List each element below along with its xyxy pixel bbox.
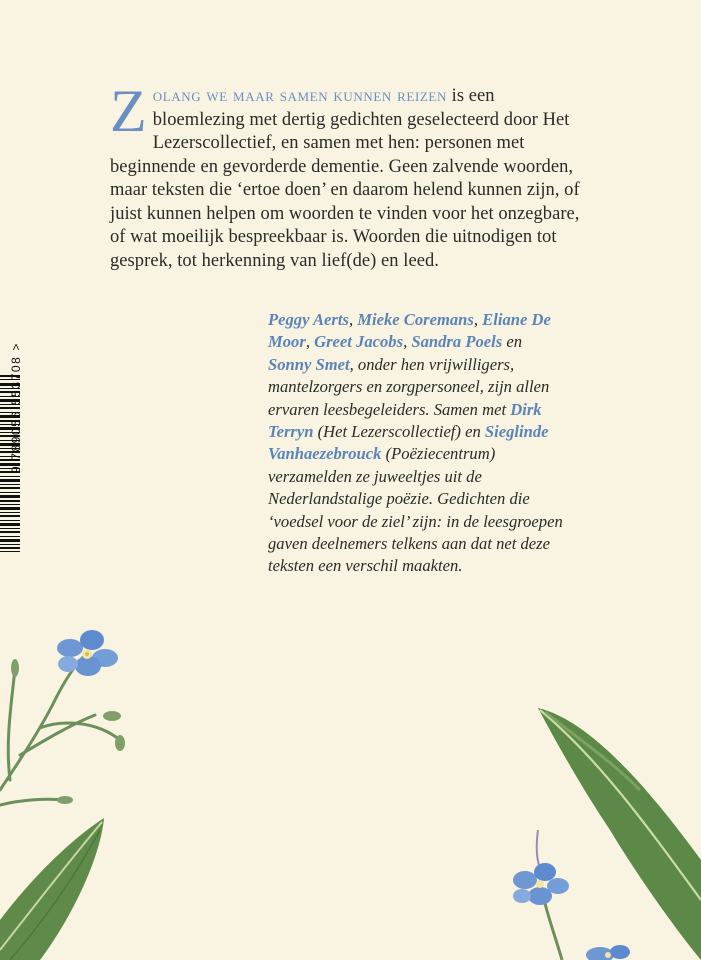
- intro-paragraph: [110, 78, 580, 273]
- isbn-barcode: [0, 342, 32, 555]
- separator: ,: [305, 332, 315, 352]
- left-stems: [0, 655, 120, 805]
- contributor-name: Mieke Coremans: [357, 310, 474, 329]
- separator: ,: [403, 332, 412, 352]
- flower-right: [513, 830, 630, 960]
- contributors-text: (Het Lezerscollectief) en: [313, 422, 485, 442]
- contributor-name: Sandra Poels: [411, 332, 503, 352]
- leaf-right: [538, 708, 701, 960]
- editor-name: Dirk Terryn: [268, 399, 542, 442]
- drop-cap: Z: [110, 78, 147, 144]
- separator: en: [502, 332, 522, 352]
- contributor-name: Greet Jacobs: [314, 332, 404, 352]
- leaf-bottom-left: [0, 818, 104, 960]
- contributor-name: Eliane De Moor: [268, 310, 551, 352]
- book-title: olang we maar samen kunnen reizen: [152, 86, 447, 106]
- separator: ,: [473, 310, 483, 329]
- contributors-text: (Poëziecentrum) verzamelden ze juweeltjes uit de Nederlandstalige poëzie. Gedichten die ‘voedsel voor de ziel’ zijn: in de leesgroepen gaven deelnemers telkens aan dat net deze teksten een verschil maakten.: [268, 444, 563, 576]
- contributor-name: Peggy Aerts: [268, 310, 349, 329]
- contributor-name: Sonny Smet: [268, 354, 350, 374]
- contributors-text: , onder hen vrijwilligers, mantelzorgers en zorgpersoneel, zijn allen ervaren leesbegeleiders. Samen met: [268, 354, 550, 419]
- intro-text: is een bloemlezing met dertig gedichten geselecteerd door Het Lezerscollectief, en samen met hen: personen met beginnende en gevorderde dementie. Geen zalvende woorden, maar teksten die ‘ertoe doen’ en daarom helend kunnen zijn, of juist kunnen helpen om woorden te vinden voor het onzegbare, of wat moeilijk bespreekbaar is. Woorden die uitnodigen tot gesprek, tot herkenning van lief(de) en leed.: [110, 86, 580, 271]
- separator: ,: [348, 310, 358, 329]
- isbn-digits: 9 789056 553708 >: [9, 342, 23, 473]
- editor-name: Sieglinde Vanhaezebrouck: [268, 422, 549, 464]
- flower-left: [57, 630, 118, 676]
- contributors-paragraph: [268, 309, 568, 578]
